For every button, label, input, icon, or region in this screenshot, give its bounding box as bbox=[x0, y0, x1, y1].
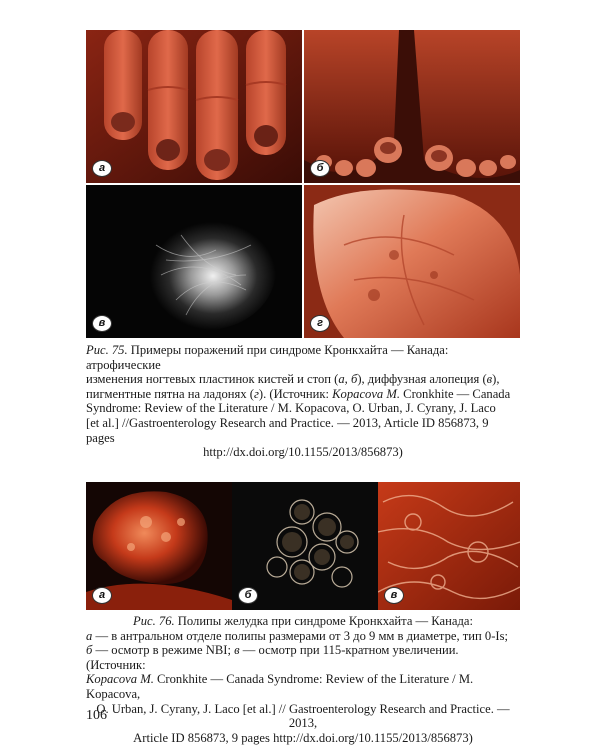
fingers-nails-image bbox=[86, 30, 302, 183]
alopecia-scalp-image bbox=[86, 185, 302, 338]
page-number: 106 bbox=[86, 708, 107, 723]
fig76-panel-v bbox=[378, 482, 520, 610]
doi-link: http://dx.doi.org/10.1155/2013/856873) bbox=[203, 445, 403, 460]
palm-pigmentation-image bbox=[304, 185, 520, 338]
panel-label: в bbox=[92, 315, 112, 332]
fig76-caption: Рис. 76. Полипы желудка при синдроме Кронкхайта — Канада: а — в антральном отделе полипы размерами от 3 до 9 мм в диаметре, тип 0-Is; б — осмотр в режиме NBI; в — осмотр при 115-кратном увеличении. (Источник: Kopacova M. Cronkhite — Canada Syndrome: Review of the Literature / M. Kopacova, O. Urban, J. Cyrany, J. Laco [et al.] // Gastroenterology Research and Practice. — 2013, Article ID 856873, 9 pages http://dx.doi.org/10.1155/2013/856873) bbox=[86, 614, 520, 745]
fig75-panel-b bbox=[304, 30, 520, 183]
fig76-panel-b bbox=[232, 482, 378, 610]
panel-label: б bbox=[238, 587, 258, 604]
feet-toenails-image bbox=[304, 30, 520, 183]
panel-label: г bbox=[310, 315, 330, 332]
panel-label: б bbox=[310, 160, 330, 177]
fig75-panel-v bbox=[86, 185, 302, 338]
doi-link: Article ID 856873, 9 pages http://dx.doi.org/10.1155/2013/856873) bbox=[133, 730, 473, 745]
fig76-panel-a bbox=[86, 482, 232, 610]
fig75-panel-g bbox=[304, 185, 520, 338]
fig75-panel-a bbox=[86, 30, 302, 183]
fig-label: Рис. 75. bbox=[86, 343, 128, 357]
panel-label: а bbox=[92, 160, 112, 177]
panel-label: а bbox=[92, 587, 112, 604]
fig75-caption: Рис. 75. Примеры поражений при синдроме Кронкхайта — Канада: атрофические изменения ногтевых пластинок кистей и стоп (а, б), диффузная алопеция (в), пигментные пятна на ладонях (г). (Источник: Kopacova M. Cronkhite — Canada Syndrome: Review of the Literature / M. Kopacova, O. Urban, J. Cyrany, J. Laco [et al.] //Gastroenterology Research and Practice. — 2013, Article ID 856873, 9 pages http://dx.doi.org/10.1155/2013/856873) bbox=[86, 343, 520, 460]
fig-label: Рис. 76. bbox=[133, 614, 175, 628]
panel-label: в bbox=[384, 587, 404, 604]
